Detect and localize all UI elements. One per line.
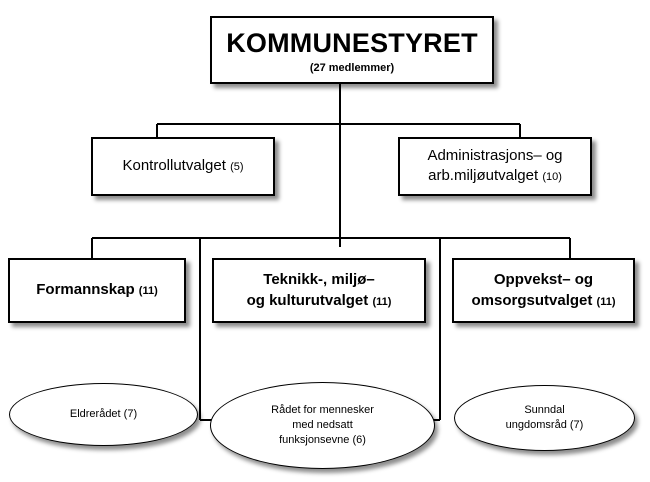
ungdomsrad-line1: Sunndal [524,404,565,416]
funksjonshemmedes-rad-line3: funksjonsevne (6) [279,434,366,446]
teknikkutvalget-box [212,258,426,323]
oppvekstutvalget-line1: Oppvekst– og [493,270,594,288]
kommunestyret-members: (27 medlemmer) [309,62,395,74]
funksjonshemmedes-rad-line2: med nedsatt [292,419,353,431]
eldreradet-label: Eldrerådet (7) [69,408,138,420]
kontrollutvalget-box [91,137,275,196]
oppvekstutvalget-box [452,258,635,323]
kontrollutvalget-count: (5) [230,161,244,173]
kommunestyret-title: KOMMUNESTYRET [226,28,478,58]
administrasjonsutvalget-box [398,137,592,196]
administrasjonsutvalget-line1: Administrasjons– og [427,147,563,164]
formannskap-name: Formannskap [36,281,135,298]
funksjonshemmedes-rad-line1: Rådet for mennesker [271,404,374,416]
ungdomsrad-line2: ungdomsråd (7) [505,419,584,431]
kommunestyret-box [210,16,494,84]
kontrollutvalget-name: Kontrollutvalget [122,157,226,174]
oppvekstutvalget-count: (11) [596,295,616,308]
oppvekstutvalget-line2: omsorgsutvalget [471,291,593,309]
eldreradet-oval [9,383,198,446]
formannskap-count: (11) [138,285,158,297]
formannskap-box [8,258,186,323]
funksjonshemmedes-rad-oval [210,382,435,469]
teknikkutvalget-count: (11) [372,295,392,308]
teknikkutvalget-line1: Teknikk-, miljø– [263,270,375,288]
administrasjonsutvalget-line2: arb.miljøutvalget [428,167,539,184]
teknikkutvalget-line2: og kulturutvalget [246,291,369,309]
administrasjonsutvalget-count: (10) [542,171,562,183]
ungdomsrad-oval [454,385,635,451]
